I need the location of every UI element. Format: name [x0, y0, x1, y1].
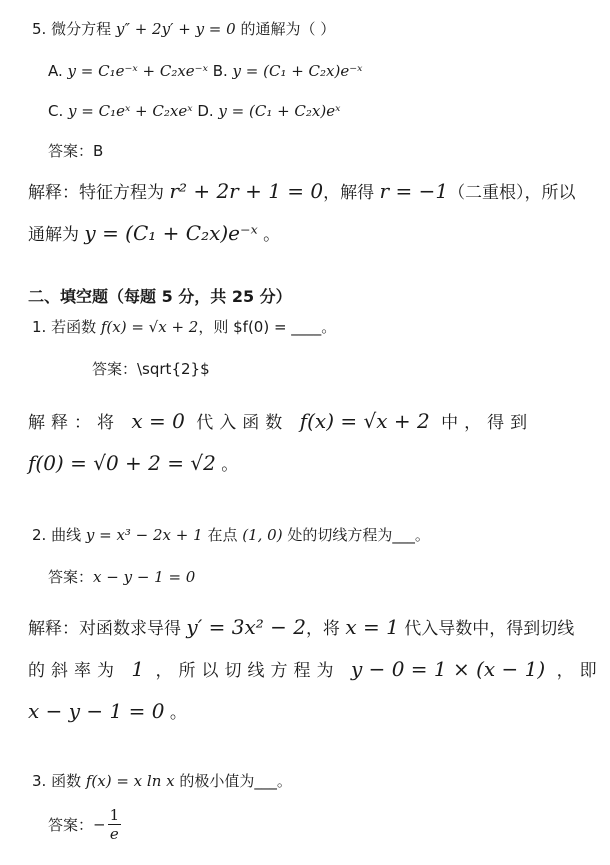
f1-stem	[32, 316, 336, 337]
q5-stem	[32, 18, 335, 39]
f2-stem-text: 2. 曲线	[32, 526, 86, 544]
f2-answer	[48, 566, 195, 587]
f2-explanation-line1	[28, 614, 574, 639]
f3-stem-tail: 的极小值为___。	[174, 772, 292, 790]
q5-answer: 答案：B	[48, 142, 104, 160]
f2-expl2-text: 的斜率为	[28, 661, 120, 681]
f2-stem	[32, 524, 430, 545]
f1-expl-text2: 代入函数	[196, 413, 289, 433]
q5-expl-root: r = −1	[379, 179, 449, 203]
f3-answer-numerator: 1	[109, 806, 120, 824]
f2-stem-point: (1, 0)	[242, 526, 283, 544]
f3-answer-fraction	[108, 806, 122, 843]
q5-explanation-line1	[28, 178, 576, 203]
f1-expl-function: f(x) = √x + 2	[299, 409, 430, 433]
section-heading: 二、填空题（每题 5 分，共 25 分）	[28, 287, 292, 306]
q5-stem-equation: y″ + 2y′ + y = 0	[115, 20, 236, 38]
q5-option-b-label: B.	[207, 62, 233, 80]
q5-option-a: y = C₁e⁻ˣ + C₂xe⁻ˣ	[67, 62, 208, 80]
f1-expl-text: 解释：将	[28, 413, 120, 433]
f3-stem	[32, 770, 292, 791]
f2-explanation-line2	[28, 656, 603, 681]
f1-answer: 答案：\sqrt{2}$	[92, 360, 210, 378]
q5-expl-equation: r² + 2r + 1 = 0	[169, 179, 324, 203]
f3-stem-equation: f(x) = x ln x	[85, 772, 175, 790]
f2-explanation-line3	[28, 698, 187, 723]
q5-option-d-label: D.	[192, 102, 219, 120]
f2-expl-derivative: y′ = 3x² − 2	[186, 615, 306, 639]
f2-expl3-tail: 。	[164, 703, 187, 723]
f1-expl2-equation: f(0) = √0 + 2 = √2	[28, 451, 216, 475]
f2-expl2-slope: 1	[131, 657, 145, 681]
f3-answer-label: 答案：	[48, 816, 94, 834]
f2-expl2-text2: ，所以切线方程为	[155, 661, 340, 681]
q5-stem-tail: 的通解为（ ）	[235, 20, 336, 38]
q5-option-b: y = (C₁ + C₂x)e⁻ˣ	[232, 62, 363, 80]
f2-expl-xvalue: x = 1	[345, 615, 399, 639]
f1-stem-tail: ，则 $f(0) = ____。	[198, 318, 337, 336]
q5-expl-text: 解释：特征方程为	[28, 183, 170, 203]
f2-expl2-text3: ，即	[556, 661, 603, 681]
q5-option-c-label: C.	[48, 102, 69, 120]
f3-stem-text: 3. 函数	[32, 772, 86, 790]
q5-expl-text3: （二重根），所以	[448, 183, 576, 203]
q5-option-d: y = (C₁ + C₂x)eˣ	[218, 102, 341, 120]
q5-options-ab	[48, 62, 362, 80]
q5-stem-text: 5. 微分方程	[32, 20, 116, 38]
f2-expl3-equation: x − y − 1 = 0	[28, 699, 165, 723]
f2-expl-text3: 代入导数中，得到切线	[398, 619, 575, 639]
f1-explanation-line2	[28, 450, 238, 475]
f2-answer-equation: x − y − 1 = 0	[93, 568, 196, 586]
f3-answer	[48, 806, 121, 843]
f1-stem-text: 1. 若函数	[32, 318, 101, 336]
f2-stem-equation: y = x³ − 2x + 1	[85, 526, 203, 544]
f2-expl2-equation: y − 0 = 1 × (x − 1)	[350, 657, 546, 681]
q5-expl2-equation: y = (C₁ + C₂x)e⁻ˣ	[84, 221, 258, 245]
f2-stem-tail: 处的切线方程为___。	[282, 526, 430, 544]
q5-option-c: y = C₁eˣ + C₂xeˣ	[68, 102, 193, 120]
q5-option-a-label: A.	[48, 62, 68, 80]
f1-expl-equation: x = 0	[131, 409, 185, 433]
f1-explanation-line1	[28, 408, 533, 433]
q5-expl2-tail: 。	[257, 225, 281, 245]
f2-expl-text: 解释：对函数求导得	[28, 619, 187, 639]
f3-answer-denominator: e	[109, 825, 119, 843]
q5-expl2-text: 通解为	[28, 225, 85, 245]
f3-answer-sign: −	[93, 815, 106, 834]
q5-explanation-line2	[28, 220, 280, 245]
q5-expl-text2: ，解得	[323, 183, 380, 203]
f2-answer-label: 答案：	[48, 568, 94, 586]
f1-stem-equation: f(x) = √x + 2	[100, 318, 199, 336]
f1-expl-text3: 中，得到	[441, 413, 534, 433]
f2-stem-text2: 在点	[202, 526, 243, 544]
q5-options-cd	[48, 102, 340, 120]
f2-expl-text2: ，将	[305, 619, 346, 639]
f1-expl2-tail: 。	[215, 455, 239, 475]
